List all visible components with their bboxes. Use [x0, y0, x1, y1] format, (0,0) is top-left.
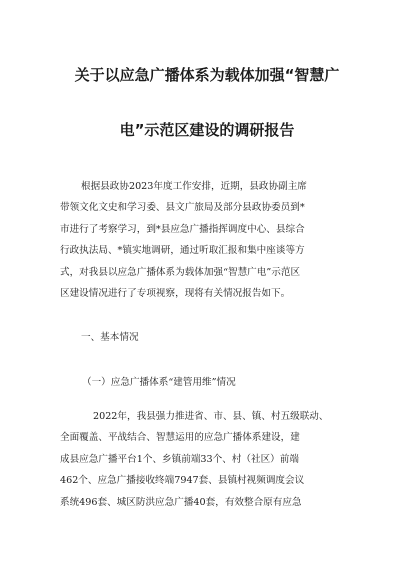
paragraph-line: 系统496套、城区防洪应急广播40套，有效整合原有应急 — [60, 496, 302, 508]
subsection-heading: （一）应急广播体系“建管用维”情况 — [82, 377, 236, 388]
paragraph-line: 区建设情况进行了专项视察，现将有关情况报告如下。 — [60, 288, 291, 300]
section-heading: 一、基本情况 — [81, 332, 139, 343]
document-title-line-1: 关于以应急广播体系为载体加强“智慧广 — [74, 66, 340, 84]
paragraph-line: 市进行了考察学习，到*县应急广播指挥调度中心、县综合 — [60, 223, 305, 235]
paragraph-line: 带领文化文史和学习委、县文广旅局及部分县政协委员到* — [60, 202, 305, 214]
document-title-line-2: 电”示范区建设的调研报告 — [119, 121, 295, 139]
paragraph-line: 根据县政协2023年度工作安排，近期，县政协副主席 — [81, 181, 307, 192]
paragraph-line: 式，对我县以应急广播体系为载体加强“智慧广电”示范区 — [60, 266, 301, 278]
body-paragraph — [60, 406, 360, 513]
paragraph-line: 2022年，我县强力推进省、市、县、镇、村五级联动、 — [93, 411, 329, 422]
paragraph-line: 462个、应急广播接收终端7947套、县镇村视频调度会议 — [60, 475, 305, 487]
intro-paragraph — [60, 176, 360, 304]
paragraph-line: 行政执法局、*镇实地调研，通过听取汇报和集中座谈等方 — [60, 245, 305, 257]
paragraph-line: 成县应急广播平台1个、乡镇前端33个、村（社区）前端 — [60, 453, 299, 465]
paragraph-line: 全面覆盖、平战结合、智慧运用的应急广播体系建设，建 — [60, 432, 300, 444]
